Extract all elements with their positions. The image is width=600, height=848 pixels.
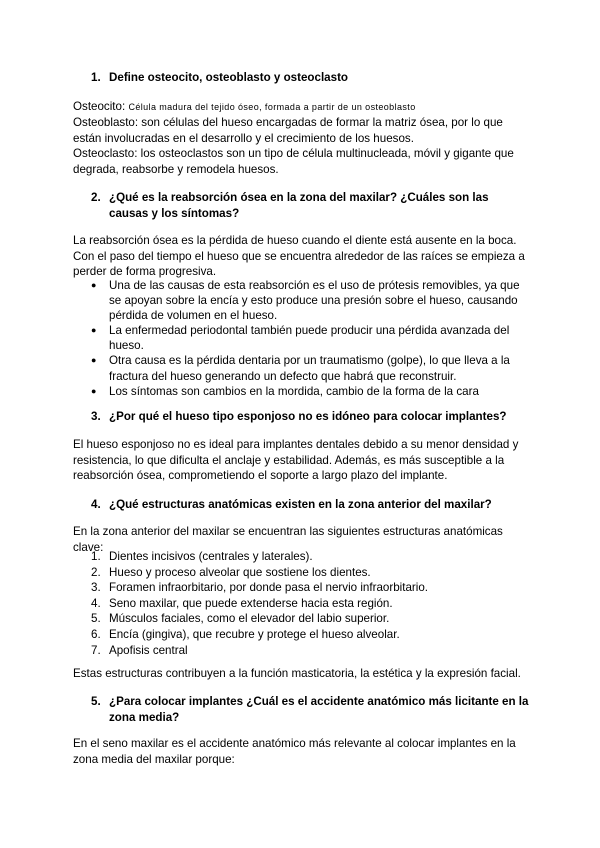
question-number: 1. xyxy=(91,71,101,84)
bullet-icon: ● xyxy=(91,325,97,336)
list-item: ● Otra causa es la pérdida dentaria por un traumatismo (golpe), lo que lleva a la fractura del hueso generando un defecto que habrá que reconstruir. xyxy=(91,354,510,383)
question-1-heading xyxy=(91,70,531,86)
bullet-icon: ● xyxy=(91,385,97,396)
question-number: 3. xyxy=(91,410,101,423)
seno-maxilar-explanation: En el seno maxilar es el accidente anatómico más relevante al colocar implantes en la zona media del maxilar porque: xyxy=(73,737,516,766)
question-2-heading xyxy=(91,190,531,221)
question-number: 5. xyxy=(91,695,101,708)
list-item: 5. Músculos faciales, como el elevador del labio superior. xyxy=(91,612,390,626)
reabsorcion-intro: La reabsorción ósea es la pérdida de hueso cuando el diente está ausente en la boca. Con el paso del tiempo el hueso que se encuentra alrededor de las raíces se empieza a perder de forma progresiva. xyxy=(73,234,525,278)
osteoclasto-definition: Osteoclasto: los osteoclastos son un tipo de célula multinucleada, móvil y gigante que degrada, reabsorbe y remodela huesos. xyxy=(73,147,514,176)
osteocito-label: Osteocito: xyxy=(73,100,126,113)
question-title: ¿Qué estructuras anatómicas existen en la zona anterior del maxilar? xyxy=(109,498,492,511)
question-title: ¿Por qué el hueso tipo esponjoso no es idóneo para colocar implantes? xyxy=(109,410,507,423)
list-item: ● Una de las causas de esta reabsorción es el uso de prótesis removibles, ya que se apoyan sobre la encía y esto produce una presión sobre el hueso, causando pérdida de volumen en el hueso. xyxy=(91,279,520,323)
question-title: ¿Qué es la reabsorción ósea en la zona del maxilar? ¿Cuáles son las causas y los síntomas? xyxy=(109,191,489,220)
osteocito-definition xyxy=(73,99,528,116)
bullet-icon: ● xyxy=(91,280,97,290)
question-number: 4. xyxy=(91,498,101,511)
list-item: 2. Hueso y proceso alveolar que sostiene los dientes. xyxy=(91,565,371,579)
esponjoso-explanation: El hueso esponjoso no es ideal para implantes dentales debido a su menor densidad y resistencia, lo que dificulta el anclaje y estabilidad. Además, es más susceptible a la reabsorción ósea, comprometiendo el soporte a largo plazo del implante. xyxy=(73,438,519,482)
question-number: 2. xyxy=(91,191,101,204)
question-title: Define osteocito, osteoblasto y osteoclasto xyxy=(109,71,349,84)
list-item: ● La enfermedad periodontal también puede producir una pérdida avanzada del hueso. xyxy=(91,324,510,353)
estructuras-outro: Estas estructuras contribuyen a la función masticatoria, la estética y la expresión facial. xyxy=(73,667,521,680)
question-5-heading xyxy=(91,694,531,725)
list-item: 1. Dientes incisivos (centrales y laterales). xyxy=(91,550,313,563)
osteoblasto-definition: Osteoblasto: son células del hueso encargadas de formar la matriz ósea, por lo que están involucradas en el desarrollo y el crecimiento de los huesos. xyxy=(73,116,503,145)
bullet-icon: ● xyxy=(91,355,97,366)
causes-list xyxy=(91,278,531,399)
question-title: ¿Para colocar implantes ¿Cuál es el accidente anatómico más licitante en la zona media? xyxy=(109,695,529,724)
estructuras-list xyxy=(91,549,531,658)
osteocito-text: Célula madura del tejido óseo, formada a partir de un osteoblasto xyxy=(128,102,416,112)
question-3-heading xyxy=(91,409,531,425)
estructuras-intro: En la zona anterior del maxilar se encuentran las siguientes estructuras anatómicas clave: xyxy=(73,525,503,554)
list-item: ● Los síntomas son cambios en la mordida, cambio de la forma de la cara xyxy=(91,384,479,398)
list-item: 6. Encía (gingiva), que recubre y protege el hueso alveolar. xyxy=(91,627,400,641)
list-item: 3. Foramen infraorbitario, por donde pasa el nervio infraorbitario. xyxy=(91,581,428,595)
question-4-heading xyxy=(91,497,531,513)
list-item: 7. Apofisis central xyxy=(91,643,188,657)
list-item: 4. Seno maxilar, que puede extenderse hacia esta región. xyxy=(91,596,393,610)
